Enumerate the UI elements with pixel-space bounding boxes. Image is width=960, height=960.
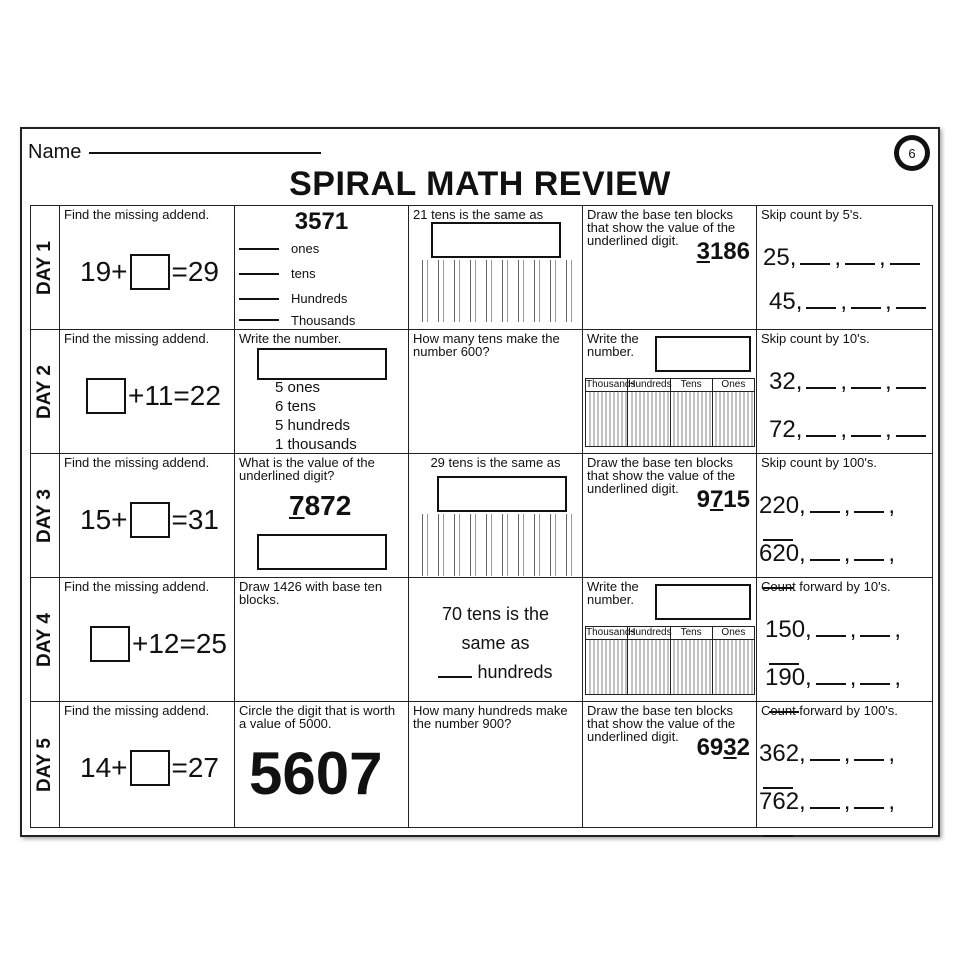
place-value-number: 3571	[294, 208, 349, 235]
answer-line[interactable]	[860, 683, 890, 685]
base-ten-cell	[583, 206, 757, 330]
write-number-cell	[583, 578, 757, 702]
underlined-number: 6932	[696, 734, 750, 761]
prompt-text: Find the missing addend.	[64, 579, 210, 594]
tens-cell	[409, 330, 583, 454]
tens-rods-image	[415, 260, 575, 322]
place-value-chart: Thousands Hundreds Tens Ones	[585, 626, 755, 695]
day-label: DAY 5	[34, 737, 55, 792]
prompt-text: Write the number.	[587, 579, 639, 607]
skip-row: 32, , ,	[769, 368, 930, 396]
answer-line[interactable]	[438, 676, 472, 678]
underlined-number: 7872	[289, 490, 352, 521]
prompt-text: Write the number.	[587, 331, 639, 359]
underlined-number: 9715	[696, 486, 750, 513]
equation: +12=25	[88, 626, 227, 662]
answer-line[interactable]	[763, 835, 793, 837]
answer-box[interactable]	[431, 222, 561, 258]
skip-count-cell	[757, 454, 933, 578]
missing-addend-cell	[60, 454, 235, 578]
day-label: DAY 1	[34, 240, 55, 295]
skip-row: 72, , ,	[769, 416, 930, 444]
answer-line[interactable]	[810, 759, 840, 761]
tens-cell	[409, 454, 583, 578]
prompt-text: Draw 1426 with base ten blocks.	[239, 579, 383, 607]
prompt-text: Find the missing addend.	[64, 703, 210, 718]
hundreds-cell	[409, 702, 583, 828]
base-ten-cell	[583, 702, 757, 828]
skip-row: 762, , ,	[759, 788, 932, 844]
skip-row: 150, , ,	[765, 616, 932, 672]
ones-blocks-image	[712, 392, 754, 447]
number-parts: 5 ones 6 tens 5 hundreds 1 thousands	[275, 379, 357, 453]
place-row: ones	[239, 236, 408, 261]
skip-row: 620, , ,	[759, 540, 932, 596]
equation: 15+ =31	[80, 502, 219, 538]
base-ten-cell	[583, 454, 757, 578]
place-value-cell	[235, 206, 409, 330]
day-label: DAY 3	[34, 488, 55, 543]
answer-box[interactable]	[130, 254, 170, 290]
skip-count-cell	[757, 206, 933, 330]
tens-cell	[409, 578, 583, 702]
name-label: Name	[28, 141, 82, 163]
day-label-cell	[31, 454, 60, 578]
answer-line[interactable]	[851, 307, 881, 309]
prompt-text: Count forward by 10's.	[761, 579, 891, 594]
place-row: Thousands	[239, 311, 408, 329]
prompt-text: How many tens make the number 600?	[413, 331, 560, 359]
answer-box[interactable]	[257, 348, 387, 380]
answer-line[interactable]	[816, 635, 846, 637]
prompt-text: 21 tens is the same as	[413, 207, 544, 222]
day-label-cell	[31, 206, 60, 330]
answer-line[interactable]	[806, 307, 836, 309]
prompt-text: Write the number.	[239, 331, 342, 346]
worksheet	[20, 127, 940, 837]
underlined-number: 3186	[696, 238, 750, 265]
answer-box[interactable]	[90, 626, 130, 662]
answer-line[interactable]	[854, 511, 884, 513]
day-label-cell	[31, 578, 60, 702]
equation: +11=22	[84, 378, 221, 414]
answer-line[interactable]	[854, 759, 884, 761]
answer-line[interactable]	[810, 559, 840, 561]
digit-value-cell	[235, 454, 409, 578]
prompt-text: Find the missing addend.	[64, 455, 210, 470]
place-row: tens	[239, 261, 408, 286]
circle-digit-cell	[235, 702, 409, 828]
name-row	[28, 141, 321, 164]
circle-digit-number[interactable]: 5607	[249, 740, 383, 807]
equation: 19+ =29	[80, 254, 219, 290]
day-label: DAY 4	[34, 612, 55, 667]
equation: 14+ =27	[80, 750, 219, 786]
prompt-text: Skip count by 5's.	[761, 207, 863, 222]
answer-box[interactable]	[130, 502, 170, 538]
skip-row: 45, , ,	[769, 288, 930, 316]
answer-line[interactable]	[810, 807, 840, 809]
draw-blocks-cell	[235, 578, 409, 702]
skip-count-cell	[757, 330, 933, 454]
answer-line[interactable]	[896, 307, 926, 309]
prompt-text: What is the value of the underlined digit?	[239, 455, 375, 483]
answer-line[interactable]	[845, 263, 875, 265]
answer-box[interactable]	[130, 750, 170, 786]
answer-box[interactable]	[257, 534, 387, 570]
answer-line[interactable]	[810, 511, 840, 513]
missing-addend-cell	[60, 330, 235, 454]
answer-line[interactable]	[239, 248, 279, 250]
skip-row: 220, , ,	[759, 492, 932, 548]
missing-addend-cell	[60, 578, 235, 702]
tens-cell	[409, 206, 583, 330]
page-title: SPIRAL MATH REVIEW	[289, 165, 671, 203]
day-label: DAY 2	[34, 364, 55, 419]
hundreds-blocks-image	[628, 392, 670, 447]
answer-line[interactable]	[800, 263, 830, 265]
answer-line[interactable]	[806, 387, 836, 389]
thousands-blocks-image	[586, 640, 628, 695]
thousands-blocks-image	[586, 392, 628, 447]
missing-addend-cell	[60, 702, 235, 828]
tens-question: 70 tens is the same as hundreds	[409, 600, 582, 687]
answer-box[interactable]	[86, 378, 126, 414]
answer-line[interactable]	[816, 683, 846, 685]
answer-line[interactable]	[890, 263, 920, 265]
name-field[interactable]	[89, 152, 321, 154]
skip-row: 190, , ,	[765, 664, 932, 720]
answer-box[interactable]	[655, 336, 751, 372]
answer-line[interactable]	[851, 387, 881, 389]
review-grid	[30, 205, 933, 828]
page-number: 6	[899, 140, 925, 166]
hundreds-blocks-image	[628, 640, 670, 695]
skip-row: 25, , ,	[763, 244, 924, 272]
answer-line[interactable]	[854, 807, 884, 809]
answer-box[interactable]	[437, 476, 567, 512]
prompt-text: Skip count by 100's.	[761, 455, 877, 470]
answer-line[interactable]	[851, 435, 881, 437]
answer-line[interactable]	[806, 435, 836, 437]
write-number-cell	[583, 330, 757, 454]
prompt-text: Count forward by 100's.	[761, 703, 898, 718]
prompt-text: Draw the base ten blocks that show the value of the underlined digit.	[587, 703, 736, 744]
answer-line[interactable]	[239, 273, 279, 275]
day-label-cell	[31, 702, 60, 828]
tens-rods-image	[415, 514, 575, 576]
prompt-text: Skip count by 10's.	[761, 331, 870, 346]
prompt-text: Find the missing addend.	[64, 207, 210, 222]
missing-addend-cell	[60, 206, 235, 330]
answer-line[interactable]	[896, 435, 926, 437]
answer-line[interactable]	[896, 387, 926, 389]
place-row: Hundreds	[239, 286, 408, 311]
answer-line[interactable]	[860, 635, 890, 637]
tens-blocks-image	[670, 640, 712, 695]
place-value-chart: Thousands Hundreds Tens Ones	[585, 378, 755, 447]
prompt-text: Draw the base ten blocks that show the value of the underlined digit.	[587, 455, 736, 496]
prompt-text: Draw the base ten blocks that show the value of the underlined digit.	[587, 207, 736, 248]
prompt-text: How many hundreds make the number 900?	[413, 703, 568, 731]
ones-blocks-image	[712, 640, 754, 695]
skip-row: 362, , ,	[759, 740, 932, 796]
prompt-text: Find the missing addend.	[64, 331, 210, 346]
write-number-cell	[235, 330, 409, 454]
answer-line[interactable]	[239, 319, 279, 321]
day-label-cell	[31, 330, 60, 454]
tens-blocks-image	[670, 392, 712, 447]
skip-count-cell	[757, 702, 933, 828]
answer-line[interactable]	[239, 298, 279, 300]
prompt-text: 29 tens is the same as	[430, 455, 561, 470]
skip-count-cell	[757, 578, 933, 702]
answer-box[interactable]	[655, 584, 751, 620]
prompt-text: Circle the digit that is worth a value of 5000.	[239, 703, 396, 731]
answer-line[interactable]	[854, 559, 884, 561]
